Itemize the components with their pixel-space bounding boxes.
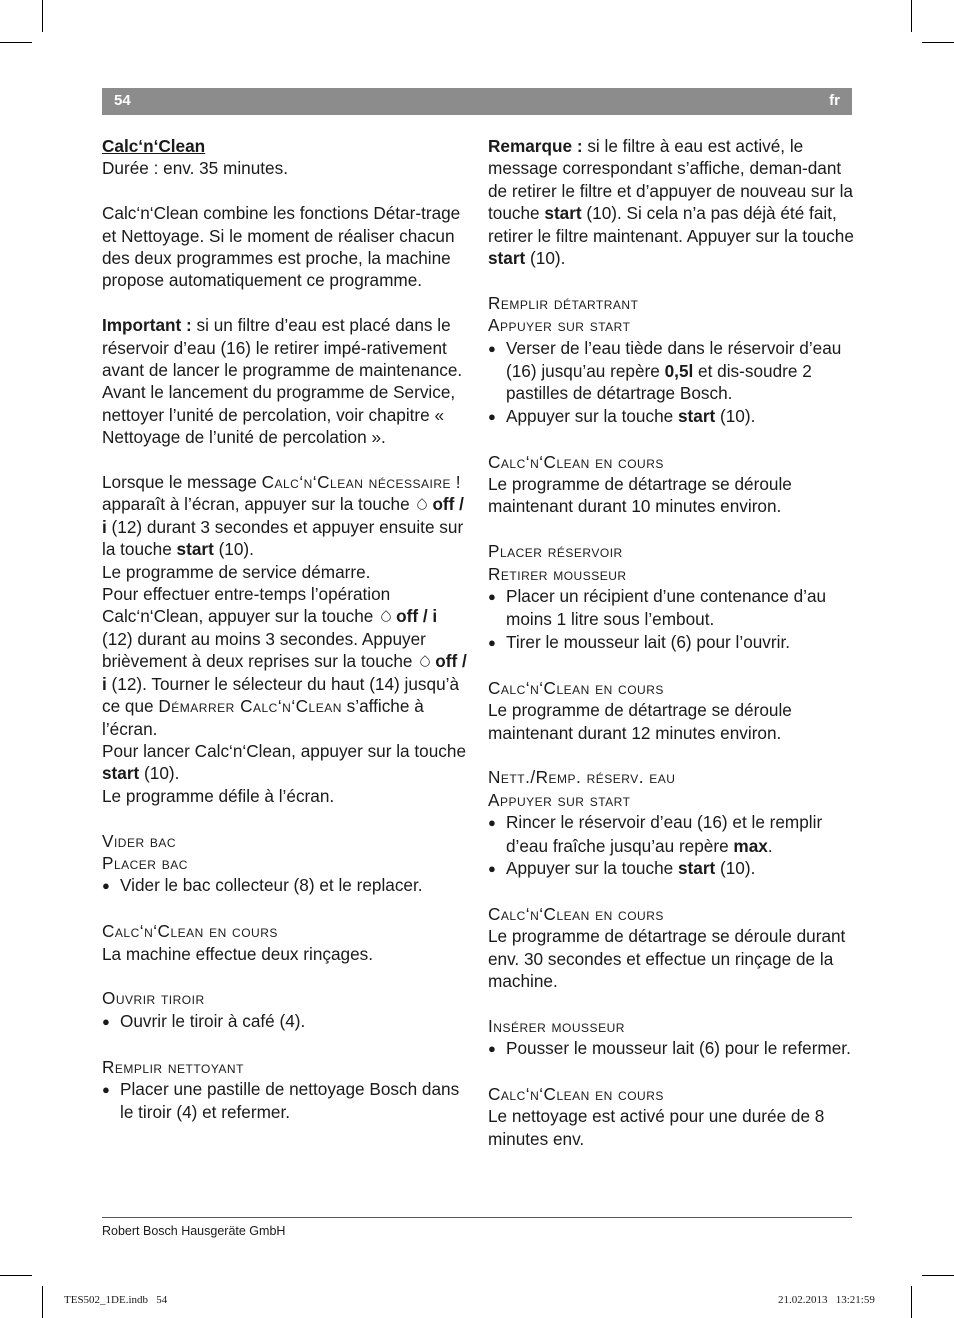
program-starts-text: Le programme de service démarre. [102, 561, 371, 582]
start-button-label: start [544, 203, 582, 224]
bullet-item: ● Rincer le réservoir d’eau (16) et le remplir d’eau fraîche jusqu’au repère max. [488, 811, 858, 857]
bullet-item: ● Pousser le mousseur lait (6) pour le refermer. [488, 1037, 858, 1060]
message-paragraph: Lorsque le message Calc‘n‘Clean nécessaire ! apparaît à l’écran, appuyer sur la touche off / i (12) durant 3 secondes et appuyer ensuite sur la touche start (10). [102, 472, 464, 560]
page-number: 54 [114, 92, 131, 109]
crop-mark [911, 0, 912, 32]
bullet-item: ● Vider le bac collecteur (8) et le replacer. [102, 874, 470, 897]
print-slug-timestamp: 21.02.2013 13:21:59 [778, 1294, 875, 1306]
print-slug-file: TES502_1DE.indb 54 [64, 1294, 168, 1306]
start-button-label: start [677, 405, 716, 426]
body-text: La machine effectue deux rinçages. [102, 943, 374, 964]
body-text: Le programme de détartrage se déroule maintenant durant 12 minutes environ. [488, 700, 792, 743]
footer-company: Robert Bosch Hausgeräte GmbH [102, 1224, 286, 1238]
crop-mark [42, 1286, 43, 1318]
drop-icon [418, 656, 432, 670]
launch-paragraph: Pour lancer Calc‘n‘Clean, appuyer sur la touche start (10). [102, 740, 467, 784]
bullet-item: ● Ouvrir le tiroir à café (4). [102, 1010, 470, 1033]
off-button-label: off / i [396, 606, 438, 627]
display-message-heading: Calc‘n‘Clean en cours [488, 1083, 664, 1104]
crop-mark [42, 0, 43, 32]
section-title: Calc‘n‘Clean [102, 136, 206, 156]
meantime-paragraph: Pour effectuer entre-temps l’opération Calc‘n‘Clean, appuyer sur la touche off / i (12) durant au moins 3 secondes. Appuyer brièvement à deux reprises sur la touche off / i (12). Tourner le sélecteur du haut (14) jusqu’à ce que Démarrer Calc‘n‘Clean s’affiche à l’écran. [102, 584, 467, 739]
language-code: fr [829, 92, 840, 109]
bullet-item: ● Appuyer sur la touche start (10). [488, 405, 858, 428]
off-button-label: off / i [102, 494, 464, 537]
off-button-label: off / i [102, 651, 467, 694]
crop-mark [922, 42, 954, 43]
crop-mark [0, 42, 32, 43]
start-button-label: start [176, 539, 214, 560]
right-column [488, 135, 858, 1150]
bullet-item: ● Tirer le mousseur lait (6) pour l’ouvrir. [488, 631, 858, 654]
display-message-heading: Calc‘n‘Clean en cours [488, 903, 664, 924]
display-message-heading: Ouvrir tiroir [102, 988, 205, 1009]
start-button-label: start [677, 857, 716, 878]
page-header-bar [102, 88, 852, 115]
drop-icon [379, 611, 393, 625]
intro-paragraph: Calc‘n‘Clean combine les fonctions Détar-trage et Nettoyage. Si le moment de réaliser chacun des deux programmes est proche, la machine propose automatiquement ce programme. [102, 203, 461, 291]
display-message-heading: Placer réservoir [488, 541, 623, 562]
start-button-label: start [102, 763, 140, 784]
display-message-heading: Retirer mousseur [488, 563, 627, 584]
display-message-heading: Remplir détartrant [488, 292, 639, 313]
display-message: Démarrer Calc‘n‘Clean [158, 696, 342, 717]
footer-rule [102, 1217, 852, 1218]
left-column [102, 135, 470, 1124]
crop-mark [922, 1275, 954, 1276]
drop-icon [416, 499, 430, 513]
display-message-heading: Calc‘n‘Clean en cours [488, 677, 664, 698]
crop-mark [0, 1275, 32, 1276]
body-text: Le programme de détartrage se déroule maintenant durant 10 minutes environ. [488, 474, 792, 517]
bullet-item: ● Verser de l’eau tiède dans le réservoir d’eau (16) jusqu’au repère 0,5l et dis-soudre 2 pastilles de détartrage Bosch. [488, 337, 858, 405]
display-message-heading: Insérer mousseur [488, 1015, 625, 1036]
body-text: Le programme de détartrage se déroule durant env. 30 secondes et effectue un rinçage de la machine. [488, 926, 846, 991]
display-message-heading: Placer bac [102, 852, 188, 873]
display-message-heading: Appuyer sur start [488, 315, 631, 336]
display-message-heading: Nett./Remp. réserv. eau [488, 767, 676, 788]
body-text: Le nettoyage est activé pour une durée de 8 minutes env. [488, 1106, 825, 1149]
display-message-heading: Remplir nettoyant [102, 1056, 244, 1077]
start-button-label: start [488, 248, 526, 269]
display-message-heading: Vider bac [102, 830, 177, 851]
scroll-text: Le programme défile à l’écran. [102, 785, 335, 806]
display-message-heading: Appuyer sur start [488, 789, 631, 810]
important-paragraph: Important : si un filtre d’eau est placé dans le réservoir d’eau (16) le retirer impé-rativement avant de lancer le programme de maintenance. Avant le lancement du programme de Service, nettoyer l’unité de percolation, voir chapitre « Nettoyage de l’unité de percolation ». [102, 315, 463, 448]
important-label: Important : [102, 315, 192, 336]
remark-paragraph: Remarque : si le filtre à eau est activé, le message correspondant s’affiche, deman-dant de retirer le filtre et d’appuyer de nouveau sur la touche start (10). Si cela n’a pas déjà été fait, retirer le filtre maintenant. Appuyer sur la touche start (10). [488, 136, 854, 269]
bullet-item: ● Placer un récipient d’une contenance d’au moins 1 litre sous l’embout. [488, 585, 858, 631]
remark-label: Remarque : [488, 136, 583, 156]
display-message: Calc‘n‘Clean nécessaire [261, 472, 452, 493]
display-message-heading: Calc‘n‘Clean en cours [488, 451, 664, 472]
bullet-item: ● Appuyer sur la touche start (10). [488, 857, 858, 880]
duration-text: Durée : env. 35 minutes. [102, 158, 288, 179]
crop-mark [911, 1286, 912, 1318]
display-message-heading: Calc‘n‘Clean en cours [102, 921, 278, 942]
bullet-item: ● Placer une pastille de nettoyage Bosch dans le tiroir (4) et refermer. [102, 1078, 470, 1124]
